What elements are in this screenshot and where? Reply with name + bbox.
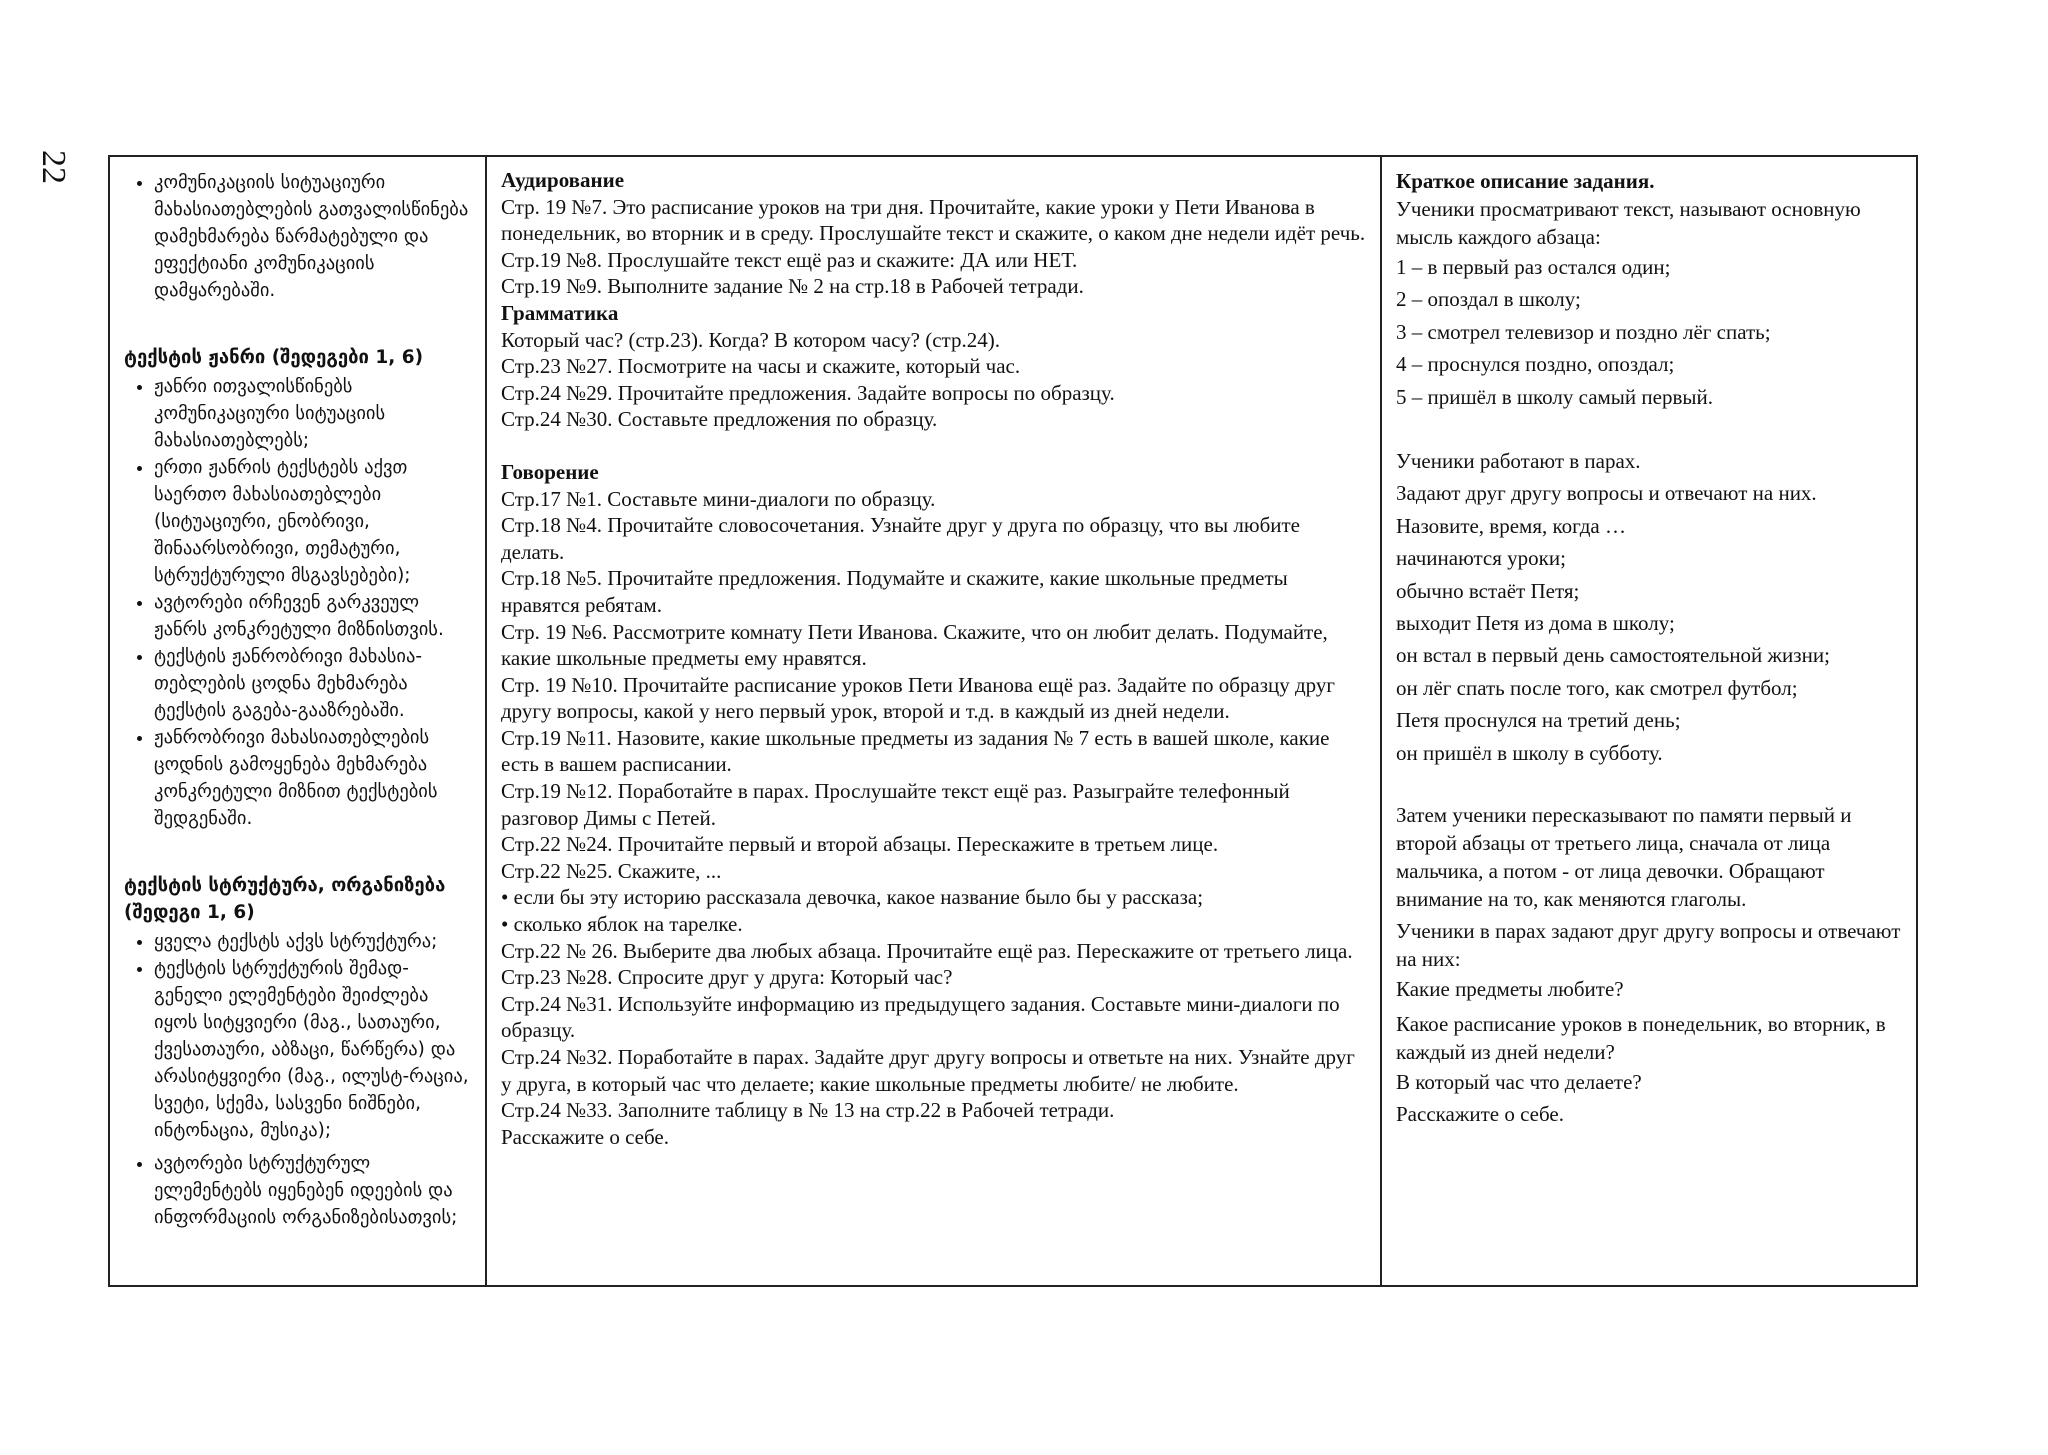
line: Стр.24 №31. Используйте информацию из предыдущего задания. Составьте мини-диалоги по образцу. [501, 991, 1340, 1043]
line: Стр. 19 №10. Прочитайте расписание уроков Пети Иванова ещё раз. Задайте по образцу друг другу вопросы, какой у него первый урок, второй и т.д. в каждый из дней недели. [501, 672, 1336, 724]
paragraph: Ученики в парах задают друг другу вопросы и отвечают на них: [1396, 919, 1901, 972]
line: Расскажите о себе. [501, 1124, 669, 1149]
line: он встал в первый день самостоятельной жизни; [1396, 643, 1830, 668]
page-number: 22 [35, 150, 72, 184]
genre-list [124, 373, 471, 832]
line: Ученики просматривают текст, называют основную мысль каждого абзаца: [1396, 197, 1861, 249]
lesson-plan-table [108, 155, 1918, 1287]
line: Назовите, время, когда … [1396, 513, 1626, 538]
line: Стр.18 №4. Прочитайте словосочетания. Узнайте друг у друга по образцу, что вы любите делать. [501, 513, 1300, 564]
line: Петя проснулся на третий день; [1396, 708, 1681, 733]
line: обычно встаёт Петя; [1396, 578, 1580, 603]
list-item: • კომუნიკაციის სიტუაციური მახასიათებლების გათვალისწინება დამეხმარება წარმატებული და ეფექტიანი კომუნიკაციის დამყარებაში. [154, 169, 471, 304]
line: 1 – в первый раз остался один; [1396, 255, 1671, 279]
line: Стр.23 №28. Спросите друг у друга: Который час? [501, 965, 953, 990]
line: Стр.24 №33. Заполните таблицу в № 13 на стр.22 в Рабочей тетради. [501, 1098, 1115, 1123]
line: • если бы эту историю рассказала девочка, какое название было бы у рассказа; [501, 885, 1204, 910]
list-item: • ყველა ტექსტს აქვს სტრუქტურა; [154, 928, 471, 955]
line: Какое расписание уроков в понедельник, во вторник, в каждый из дней недели? [1396, 1011, 1886, 1064]
description-heading: Краткое описание задания. [1396, 169, 1655, 193]
line: Стр.23 №27. Посмотрите на часы и скажите, который час. [501, 354, 1021, 379]
paragraph: Затем ученики пересказывают по памяти первый и второй абзацы от третьего лица, сначала от лица мальчика, а потом - от лица девочки. Обращают внимание на то, как меняются глаголы. [1396, 803, 1852, 912]
line: Стр.19 №12. Поработайте в парах. Прослушайте текст ещё раз. Разыграйте телефонный разговор Димы с Петей. [501, 779, 1290, 830]
line: В который час что делаете? [1396, 1069, 1642, 1094]
block-heading: Грамматика [501, 300, 619, 325]
list-item: • ჟანრი ითვალისწინებს კომუნიკაციური სიტუაციის მახასიათებლებს; [154, 373, 471, 454]
line: Стр.24 №29. Прочитайте предложения. Задайте вопросы по образцу. [501, 380, 1115, 405]
list-item: • ერთი ჟანრის ტექსტებს აქვთ საერთო მახასიათებლები (სიტუაციური, ენობრივი, შინაარსობრივი, თემატური, სტრუქტურული მსგავსებები); [154, 454, 471, 589]
line: Стр.19 №11. Назовите, какие школьные предметы из задания № 7 есть в вашей школе, какие есть в вашем расписании. [501, 725, 1330, 777]
line: Стр.19 №8. Прослушайте текст ещё раз и скажите: ДА или НЕТ. [501, 247, 1078, 272]
line: Который час? (стр.23). Когда? В котором часу? (стр.24). [501, 327, 1000, 352]
line: Стр.22 №24. Прочитайте первый и второй абзацы. Перескажите в третьем лице. [501, 832, 1219, 857]
list-item: • ავტორები ირჩევენ გარკვეულ ჟანრს კონკრეტული მიზნისთვის. [154, 589, 471, 643]
list-item: • ჟანრობრივი მახასიათებლების ცოდნის გამოყენება მეხმარება კონკრეტული მიზნით ტექსტების შედგენაში. [154, 724, 471, 832]
intro-list [124, 169, 471, 304]
outcomes-column [109, 156, 486, 1286]
line: 4 – проснулся поздно, опоздал; [1396, 352, 1675, 377]
line: он лёг спать после того, как смотрел футбол; [1396, 675, 1798, 700]
line: Стр.22 № 26. Выберите два любых абзаца. Прочитайте ещё раз. Перескажите от третьего лица. [501, 938, 1353, 963]
line: Стр.24 №32. Поработайте в парах. Задайте друг другу вопросы и ответьте на них. Узнайте друг у друга, в который час что делаете; какие школьные предметы любите/ не любите. [501, 1045, 1355, 1096]
line: Задают друг другу вопросы и отвечают на них. [1396, 481, 1817, 506]
block-heading: Аудирование [501, 168, 625, 192]
line: выходит Петя из дома в школу; [1396, 611, 1675, 636]
list-item: • ტექსტის სტრუქტურის შემად-გენელი ელემენტები შეიძლება იყოს სიტყვიერი (მაგ., სათაური, ქვესათაური, აბზაცი, წარწერა) და არასიტყვიერი (მაგ., ილუსტ-რაცია, სვეტი, სქემა, სასვენი ნიშნები, ინტონაცია, მუსიკა); [154, 955, 471, 1144]
line: Стр. 19 №7. Это расписание уроков на три дня. Прочитайте, какие уроки у Пети Иванова в понедельник, во вторник и в среду. Прослушайте текст и скажите, о каком дне недели идёт речь. [501, 194, 1366, 246]
list-item: • ავტორები სტრუქტურულ ელემენტებს იყენებენ იდეების და ინფორმაციის ორგანიზებისათვის; [154, 1150, 471, 1231]
line: 3 – смотрел телевизор и поздно лёг спать; [1396, 319, 1771, 344]
line: 5 – пришёл в школу самый первый. [1396, 384, 1713, 409]
line: начинаются уроки; [1396, 546, 1566, 571]
line: Какие предметы любите? [1396, 977, 1624, 1002]
line: Ученики работают в парах. [1396, 449, 1641, 474]
block-heading: Говорение [501, 459, 599, 484]
list-item: • ტექსტის ჟანრობრივი მახასია-თებლების ცოდნა მეხმარება ტექსტის გაგება-გააზრებაში. [154, 643, 471, 724]
activities-column [486, 156, 1381, 1286]
line: Стр.24 №30. Составьте предложения по образцу. [501, 407, 938, 432]
line: он пришёл в школу в субботу. [1396, 740, 1663, 765]
line: Стр.17 №1. Составьте мини-диалоги по образцу. [501, 486, 936, 511]
description-column [1381, 156, 1917, 1286]
line: Стр.18 №5. Прочитайте предложения. Подумайте и скажите, какие школьные предметы нравятся ребятам. [501, 566, 1288, 617]
section-heading: ტექსტის სტრუქტურა, ორგანიზება (შედეგი 1, 6) [124, 875, 446, 923]
line: Стр.19 №9. Выполните задание № 2 на стр.18 в Рабочей тетради. [501, 274, 1084, 299]
section-heading: ტექსტის ჟანრი (შედეგები 1, 6) [124, 347, 424, 368]
line: Расскажите о себе. [1396, 1101, 1564, 1126]
structure-list [124, 928, 471, 1231]
line: Стр. 19 №6. Рассмотрите комнату Пети Иванова. Скажите, что он любит делать. Подумайте, какие школьные предметы ему нравятся. [501, 619, 1328, 671]
line: • сколько яблок на тарелке. [501, 912, 743, 937]
line: 2 – опоздал в школу; [1396, 287, 1581, 312]
line: Стр.22 №25. Скажите, ... [501, 858, 722, 883]
